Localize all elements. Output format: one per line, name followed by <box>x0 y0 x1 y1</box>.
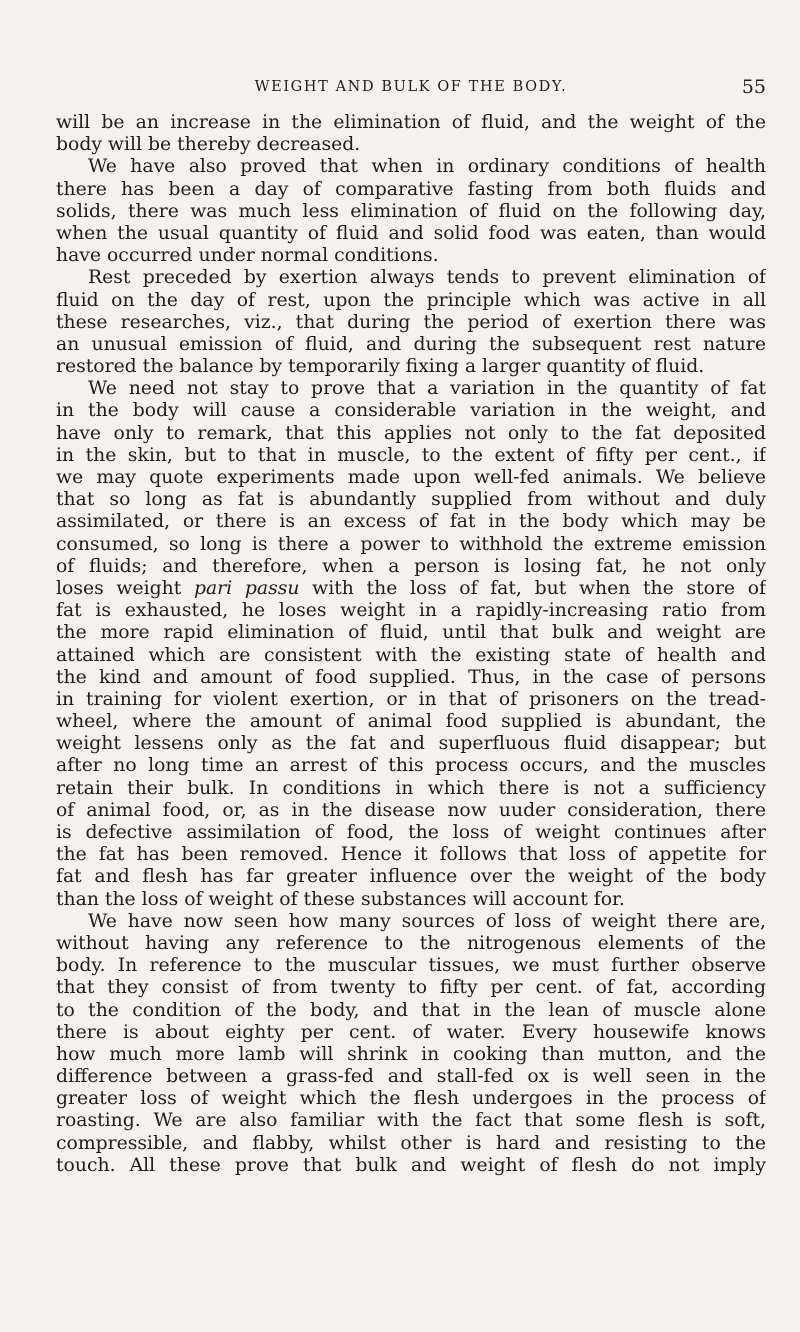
italic-phrase: pari passu <box>193 577 300 599</box>
text-line: greater loss of weight which the flesh undergoes in the process of <box>56 1088 766 1110</box>
text-line: after no long time an arrest of this process occurs, and the muscles <box>56 755 766 777</box>
text-line: fluid on the day of rest, upon the principle which was active in all <box>56 289 766 311</box>
text-line: retain their bulk. In conditions in which there is not a sufficiency <box>56 777 766 799</box>
text-line: how much more lamb will shrink in cooking than mutton, and the <box>56 1043 766 1065</box>
text-line: wheel, where the amount of animal food supplied is abundant, the <box>56 711 766 733</box>
text-line: fat and flesh has far greater influence over the weight of the body <box>56 866 766 888</box>
text-line: in the body will cause a considerable variation in the weight, and <box>56 400 766 422</box>
text-line: have only to remark, that this applies not only to the fat deposited <box>56 422 766 444</box>
text-line: touch. All these prove that bulk and weight of flesh do not imply <box>56 1154 766 1176</box>
text-line: roasting. We are also familiar with the fact that some flesh is soft, <box>56 1110 766 1132</box>
text-line <box>56 578 766 600</box>
text-line: have occurred under normal conditions. <box>56 245 439 267</box>
text-run: loses weight <box>56 577 194 599</box>
page-header <box>56 76 766 106</box>
text-line: these researches, viz., that during the period of exertion there was <box>56 311 766 333</box>
text-line: without having any reference to the nitrogenous elements of the <box>56 932 766 954</box>
text-line: there is about eighty per cent. of water. Every housewife knows <box>56 1021 766 1043</box>
text-line: We have also proved that when in ordinary conditions of health <box>88 156 766 178</box>
text-line: body will be thereby decreased. <box>56 134 361 156</box>
text-line: Rest preceded by exertion always tends to prevent elimination of <box>88 267 766 289</box>
text-line: will be an increase in the elimination of fluid, and the weight of the <box>56 112 766 133</box>
text-line: attained which are consistent with the existing state of health and <box>56 644 766 666</box>
text-line: there has been a day of comparative fasting from both fluids and <box>56 178 766 200</box>
text-line: than the loss of weight of these substances will account for. <box>56 888 625 910</box>
text-line: body. In reference to the muscular tissues, we must further observe <box>56 955 766 977</box>
text-run: with the loss of fat, but when the store of <box>299 577 766 599</box>
text-line: the kind and amount of food supplied. Thus, in the case of persons <box>56 666 766 688</box>
text-line: weight lessens only as the fat and superfluous fluid disappear; but <box>56 733 766 755</box>
text-line: an unusual emission of fluid, and during the subsequent rest nature <box>56 333 766 355</box>
text-line: of fluids; and therefore, when a person is losing fat, he not only <box>56 555 766 577</box>
text-line: when the usual quantity of fluid and solid food was eaten, than would <box>56 222 766 244</box>
text-line: in the skin, but to that in muscle, to the extent of fifty per cent., if <box>56 444 766 466</box>
text-line: we may quote experiments made upon well-fed animals. We believe <box>56 467 766 488</box>
text-line: difference between a grass-fed and stall-fed ox is well seen in the <box>56 1066 766 1088</box>
text-line: restored the balance by temporarily fixing a larger quantity of fluid. <box>56 356 705 378</box>
text-line: consumed, so long is there a power to withhold the extreme emission <box>56 533 766 555</box>
text-line: to the condition of the body, and that in the lean of muscle alone <box>56 999 766 1021</box>
text-line: solids, there was much less elimination of fluid on the following day, <box>56 200 766 222</box>
text-line: We have now seen how many sources of loss of weight there are, <box>88 910 766 932</box>
text-line: compressible, and flabby, whilst other is hard and resisting to the <box>56 1132 766 1154</box>
text-line: fat is exhausted, he loses weight in a rapidly-increasing ratio from <box>56 600 766 622</box>
text-line: that so long as fat is abundantly supplied from without and duly <box>56 489 766 511</box>
page-number: 55 <box>741 76 766 98</box>
text-line: of animal food, or, as in the disease now uuder consideration, there <box>56 799 766 821</box>
text-line: in training for violent exertion, or in that of prisoners on the tread- <box>56 688 766 710</box>
body-text <box>56 112 766 1177</box>
text-line: is defective assimilation of food, the loss of weight continues after <box>56 822 766 843</box>
text-line: that they consist of from twenty to fifty per cent. of fat, according <box>56 977 766 999</box>
text-line: the fat has been removed. Hence it follows that loss of appetite for <box>56 844 766 866</box>
text-line: the more rapid elimination of fluid, until that bulk and weight are <box>56 622 766 644</box>
running-head: WEIGHT AND BULK OF THE BODY. <box>254 79 568 95</box>
text-line: We need not stay to prove that a variation in the quantity of fat <box>88 378 766 400</box>
text-line: assimilated, or there is an excess of fat in the body which may be <box>56 511 766 533</box>
